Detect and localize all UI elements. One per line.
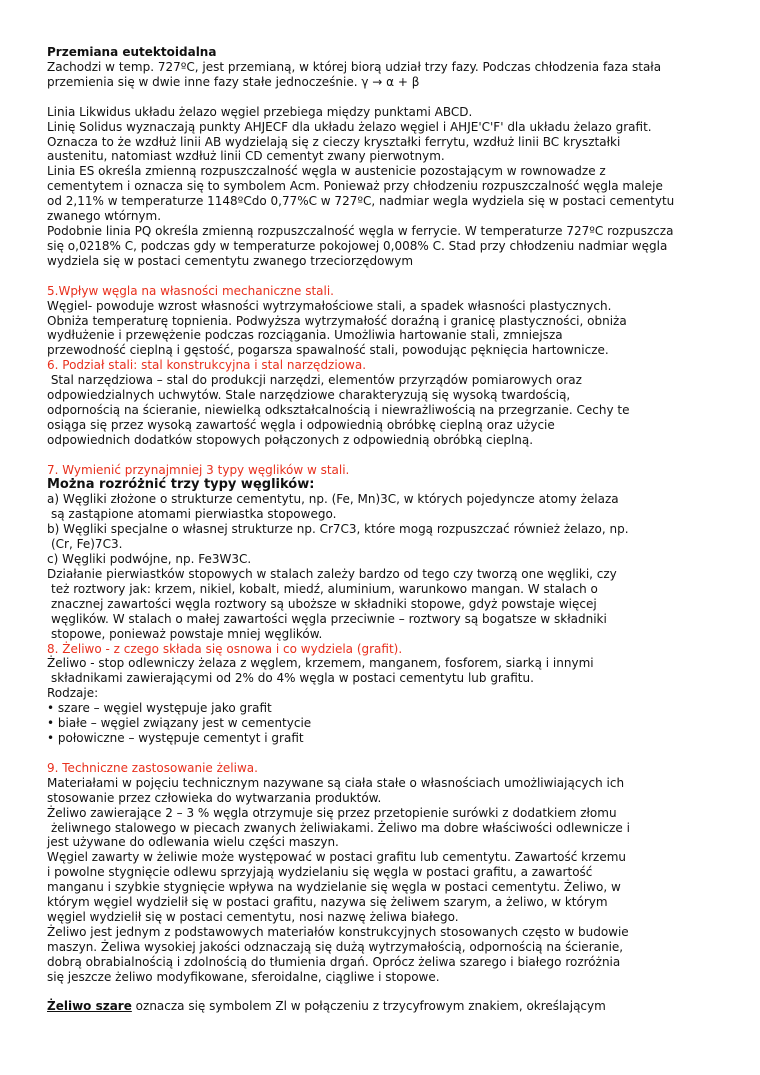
text-line: od 2,11% w temperaturze 1148ºCdo 0,77%C w 727ºC, nadmiar wegla wydziela się w postaci cementytu [47, 194, 675, 209]
text-line: Rodzaje: [47, 686, 99, 701]
text-line: znacznej zawartości węgla roztwory są uboższe w składniki stopowe, gdyż powstaje więcej [51, 596, 597, 611]
text-line: austenitu, natomiast wzdłuż linii CD cementyt zwany pierwotnym. [47, 149, 445, 164]
text-line: Stal narzędziowa – stal do produkcji narzędzi, elementów przyrządów pomiarowych oraz [47, 373, 582, 388]
zeliwo-szare-term: Żeliwo szare [47, 999, 132, 1014]
section-7-subheading: Można rozróżnić trzy typy węglików: [47, 476, 315, 492]
section-heading-6: 6. Podział stali: stal konstrukcyjna i stal narzędziowa. [47, 358, 367, 373]
text-line: odpornością na ścieranie, niewielką odkształcalnością i niewrażliwością na przegrzanie. Cechy te [47, 402, 630, 417]
section-title-eutektoid: Przemiana eutektoidalna [47, 45, 217, 59]
text-line: przewodność cieplną i gęstość, pogarsza spawalność stali, powodując pęknięcia hartownicze. [47, 343, 609, 358]
text-line: Żeliwo zawierające 2 – 3 % węgla otrzymuje się przez przetopienie surówki z dodatkiem złomu [47, 805, 617, 820]
text-line: a) Węgliki złożone o strukturze cementytu, np. (Fe, Mn)3C, w których pojedyncze atomy żelaza [47, 492, 619, 507]
text-line: się o,0218% C, podczas gdy w temperaturze pokojowej 0,008% C. Stad przy chłodzeniu nadmiar węgla [47, 238, 668, 253]
section-9-body [47, 776, 727, 985]
document-page [47, 45, 727, 1014]
text-line: b) Węgliki specjalne o własnej strukturze np. Cr7C3, które mogą rozpuszczać również żelazo, np. [47, 522, 629, 537]
text-line: Zachodzi w temp. 727ºC, jest przemianą, w której biorą udział trzy fazy. Podczas chłodzenia faza stała [47, 59, 662, 74]
text-line: c) Węgliki podwójne, np. Fe3W3C. [47, 552, 252, 567]
text-line: manganu i szybkie stygnięcie wpływa na wydzielanie się węgla w postaci cementytu. Żeliwo, w [47, 880, 621, 895]
text-line: odpowiedzialnych uchwytów. Stale narzędziowe charakteryzują się wysoką twardością, [47, 388, 571, 403]
section-heading-8: 8. Żeliwo - z czego składa się osnowa i co wydziela (grafit). [47, 641, 403, 656]
section-7-body [47, 492, 727, 641]
text-line: którym węgiel wydzielił się w postaci grafitu, nazywa się żeliwem szarym, a żeliwo, w którym [47, 895, 608, 910]
text-line: stosowanie przez człowieka do wytwarzania produktów. [47, 790, 382, 805]
text-line: też roztwory jak: krzem, nikiel, kobalt, miedź, aluminium, warunkowo mangan. W stalach o [51, 581, 598, 596]
text-line: węglików. W stalach o małej zawartości węgla przeciwnie – roztwory są bogatsze w składniki [51, 611, 607, 626]
section-5-body [47, 299, 727, 359]
text-line: stopowe, ponieważ powstaje mniej węglików. [51, 626, 323, 641]
text-line: maszyn. Żeliwa wysokiej jakości odznaczają się dużą wytrzymałością, odpornością na ścieranie, [47, 939, 624, 954]
text-line: Podobnie linia PQ określa zmienną rozpuszczalność węgla w ferrycie. W temperaturze 727ºC rozpuszcza [47, 223, 674, 238]
section-heading-9: 9. Techniczne zastosowanie żeliwa. [47, 760, 258, 775]
section-6-body [47, 373, 727, 448]
text-line: Węgiel zawarty w żeliwie może występować w postaci grafitu lub cementytu. Zawartość krzemu [47, 850, 627, 865]
text-line: przemienia się w dwie inne fazy stałe jednocześnie. γ → α + β [47, 74, 420, 89]
text-line: wydłużenie i przewężenie podczas rozciągania. Umożliwia hartowanie stali, zmniejsza [47, 328, 563, 343]
text-line: osiąga się przez wysoką zawartość węgla i odpowiednią obróbkę cieplną oraz użycie [47, 417, 555, 432]
text-line: odpowiednich dodatków stopowych połączonych z odpowiednią obróbką cieplną. [47, 432, 534, 447]
text-line: zwanego wtórnym. [47, 209, 162, 224]
text-line: węgiel wydzielił się w postaci cementytu, nosi nazwę żeliwa białego. [47, 909, 459, 924]
text-line: dobrą obrabialnością i zdolnością do tłumienia drgań. Oprócz żeliwa szarego i białego rozróżnia [47, 954, 621, 969]
text-line: Węgiel- powoduje wzrost własności wytrzymałościowe stali, a spadek własności plastycznych. [47, 298, 612, 313]
text-fragment: oznacza się symbolem Zl w połączeniu z trzycyfrowym znakiem, określającym [131, 999, 606, 1014]
list-item: • połowiczne – występuje cementyt i grafit [47, 730, 304, 745]
text-line: i powolne stygnięcie odlewu sprzyjają wydzielaniu się węgla w postaci grafitu, a zawartość [47, 865, 593, 880]
text-line: Linię Solidus wyznaczają punkty AHJECF dla układu żelazo węgiel i AHJE'C'F' dla układu żelazo grafit. [47, 119, 652, 134]
list-item: • białe – węgiel związany jest w cementycie [47, 716, 312, 731]
list-item: • szare – węgiel występuje jako grafit [47, 701, 272, 716]
text-line: Materiałami w pojęciu technicznym nazywane są ciała stałe o własnościach umożliwiających ich [47, 775, 625, 790]
text-line: są zastąpione atomami pierwiastka stopowego. [51, 507, 337, 522]
text-line: Linia ES określa zmienną rozpuszczalność węgla w austenicie pozostającym w rownowadze z [47, 164, 606, 179]
text-line: się jeszcze żeliwo modyfikowane, sferoidalne, ciągliwe i stopowe. [47, 969, 440, 984]
text-line: jest używane do odlewania wielu części maszyn. [47, 835, 339, 850]
text-line: składnikami zawierającymi od 2% do 4% węgla w postaci cementytu lub grafitu. [51, 671, 534, 686]
text-line: Linia Likwidus układu żelazo węgiel przebiega między punktami ABCD. [47, 104, 473, 119]
text-line: cementytem i oznacza się to symbolem Acm. Ponieważ przy chłodzeniu rozpuszczalność węgla maleje [47, 179, 663, 194]
liquidus-paragraph [47, 105, 727, 269]
text-line: Oznacza to że wzdłuż linii AB wydzielają się z cieczy kryształki ferrytu, wzdłuż linii BC kryształki [47, 134, 621, 149]
last-paragraph [47, 999, 727, 1014]
text-line: żeliwnego stalowego w piecach zwanych żeliwiakami. Żeliwo ma dobre właściwości odlewnicze i [51, 820, 630, 835]
text-line: wydziela się w postaci cementytu zwanego trzeciorzędowym [47, 253, 414, 268]
text-line: Żeliwo jest jednym z podstawowych materiałów konstrukcyjnych stosowanych często w budowie [47, 924, 629, 939]
section-heading-7: 7. Wymienić przynajmniej 3 typy węglików w stali. [47, 462, 350, 477]
text-line: Obniża temperaturę topnienia. Podwyższa wytrzymałość doraźną i granicę plastyczności, obniża [47, 313, 627, 328]
section-heading-5: 5.Wpływ węgla na własności mechaniczne stali. [47, 283, 334, 298]
text-line: Działanie pierwiastków stopowych w stalach zależy bardzo od tego czy tworzą one węgliki, czy [47, 567, 617, 581]
intro-paragraph [47, 60, 727, 90]
section-8-body [47, 656, 727, 745]
text-line: (Cr, Fe)7C3. [51, 537, 123, 552]
text-line: Żeliwo - stop odlewniczy żelaza z węglem, krzemem, manganem, fosforem, siarką i innymi [47, 656, 594, 671]
